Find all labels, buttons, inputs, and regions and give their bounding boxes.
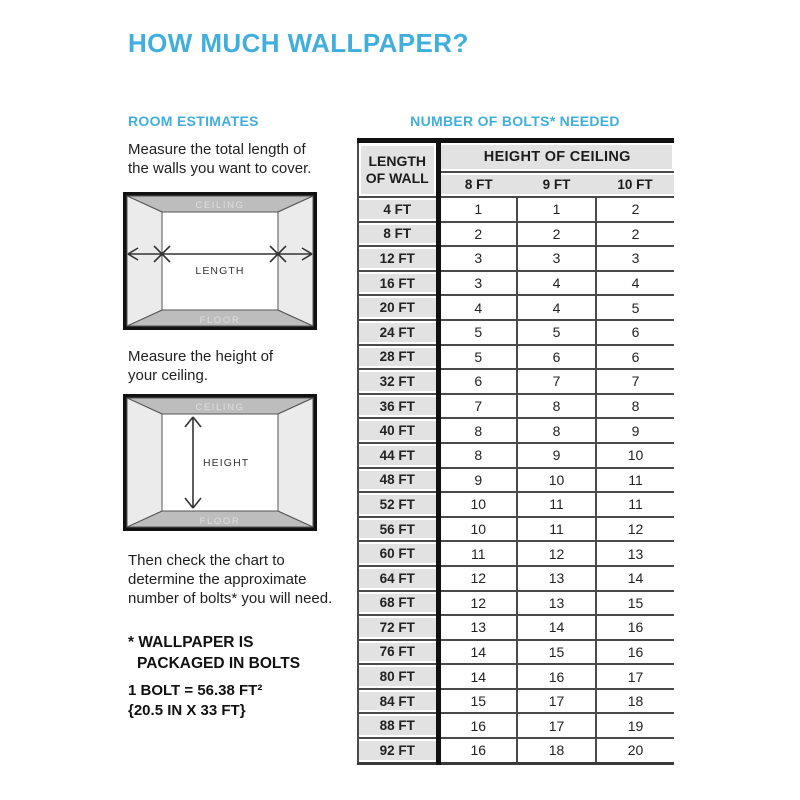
bolt-count-8ft-cell: 15: [438, 689, 517, 714]
table-row: [358, 394, 674, 419]
bolt-count-8ft-cell: 16: [438, 738, 517, 763]
bolts-needed-heading: NUMBER OF BOLTS* NEEDED: [410, 113, 620, 129]
col-header-8ft: 8 FT: [438, 172, 517, 197]
table-row: [358, 517, 674, 542]
bolt-count-8ft-cell: 11: [438, 541, 517, 566]
table-row: [358, 197, 674, 222]
bolt-spec-line1: 1 BOLT = 56.38 FT²: [128, 682, 263, 699]
right-wall-panel: [278, 398, 313, 527]
bolt-count-9ft-cell: 1: [517, 197, 596, 222]
wall-length-cell: 92 FT: [358, 738, 438, 763]
step3-instruction: [128, 551, 332, 608]
wall-length-cell: 44 FT: [358, 443, 438, 468]
wall-length-cell: 52 FT: [358, 492, 438, 517]
table-row: [358, 222, 674, 247]
bolt-count-10ft-cell: 2: [596, 222, 674, 247]
bolt-count-8ft-cell: 14: [438, 640, 517, 665]
bolt-count-8ft-cell: 10: [438, 492, 517, 517]
bolt-count-9ft-cell: 6: [517, 345, 596, 370]
bolt-count-8ft-cell: 6: [438, 369, 517, 394]
footnote-line2: PACKAGED IN BOLTS: [137, 655, 301, 672]
step1-instruction: [128, 140, 311, 178]
bolt-count-8ft-cell: 12: [438, 566, 517, 591]
bolts-table-body: [358, 197, 674, 763]
height-diagram: [123, 394, 317, 531]
step2-instruction: [128, 347, 273, 385]
bolt-count-9ft-cell: 14: [517, 615, 596, 640]
bolt-count-9ft-cell: 13: [517, 566, 596, 591]
table-row: [358, 418, 674, 443]
ceiling-label: CEILING: [195, 402, 245, 413]
left-wall-panel: [127, 398, 162, 527]
length-measure-label: LENGTH: [195, 265, 245, 277]
bolt-count-8ft-cell: 1: [438, 197, 517, 222]
bolt-count-9ft-cell: 4: [517, 271, 596, 296]
bolt-count-8ft-cell: 7: [438, 394, 517, 419]
bolt-count-8ft-cell: 3: [438, 271, 517, 296]
bolt-count-8ft-cell: 2: [438, 222, 517, 247]
table-row: [358, 566, 674, 591]
bolt-count-8ft-cell: 3: [438, 246, 517, 271]
wall-length-cell: 4 FT: [358, 197, 438, 222]
length-of-wall-line1: LENGTH: [368, 152, 427, 169]
wall-length-cell: 32 FT: [358, 369, 438, 394]
table-row: [358, 246, 674, 271]
floor-label: FLOOR: [199, 315, 241, 326]
wall-length-cell: 24 FT: [358, 320, 438, 345]
wall-length-cell: 64 FT: [358, 566, 438, 591]
bolt-count-8ft-cell: 8: [438, 418, 517, 443]
bolts-table: [357, 138, 674, 765]
bolt-count-9ft-cell: 16: [517, 664, 596, 689]
bolt-count-10ft-cell: 4: [596, 271, 674, 296]
step3-line3: number of bolts* you will need.: [128, 590, 333, 607]
bolt-count-10ft-cell: 7: [596, 369, 674, 394]
wall-length-cell: 76 FT: [358, 640, 438, 665]
step3-line2: determine the approximate: [128, 571, 307, 588]
wall-length-cell: 36 FT: [358, 394, 438, 419]
right-wall-panel: [278, 196, 313, 326]
bolt-size-spec: [128, 681, 262, 721]
wall-length-cell: 28 FT: [358, 345, 438, 370]
bolt-count-10ft-cell: 8: [596, 394, 674, 419]
bolt-count-8ft-cell: 10: [438, 517, 517, 542]
bolt-count-10ft-cell: 19: [596, 713, 674, 738]
page-title: HOW MUCH WALLPAPER?: [128, 28, 469, 58]
bolts-table-wrap: [357, 138, 674, 765]
table-row: [358, 468, 674, 493]
bolt-count-10ft-cell: 16: [596, 615, 674, 640]
bolt-count-9ft-cell: 7: [517, 369, 596, 394]
bolts-table-header: [358, 141, 674, 198]
table-row: [358, 295, 674, 320]
bolt-count-10ft-cell: 5: [596, 295, 674, 320]
ceiling-label: CEILING: [195, 200, 245, 211]
wall-length-cell: 80 FT: [358, 664, 438, 689]
wall-length-cell: 88 FT: [358, 713, 438, 738]
bolt-count-10ft-cell: 13: [596, 541, 674, 566]
height-of-ceiling-header: HEIGHT OF CEILING: [438, 141, 674, 173]
bolt-count-10ft-cell: 16: [596, 640, 674, 665]
bolt-count-10ft-cell: 11: [596, 468, 674, 493]
table-row: [358, 591, 674, 616]
bolt-count-8ft-cell: 12: [438, 591, 517, 616]
bolt-count-10ft-cell: 2: [596, 197, 674, 222]
table-row: [358, 320, 674, 345]
length-diagram: [123, 192, 317, 330]
table-row: [358, 492, 674, 517]
table-row: [358, 443, 674, 468]
bolt-count-10ft-cell: 6: [596, 345, 674, 370]
bolt-count-10ft-cell: 6: [596, 320, 674, 345]
wall-length-cell: 12 FT: [358, 246, 438, 271]
step1-line2: the walls you want to cover.: [128, 160, 312, 177]
bolt-count-8ft-cell: 5: [438, 320, 517, 345]
bolt-count-10ft-cell: 18: [596, 689, 674, 714]
bolt-spec-line2: {20.5 IN X 33 FT}: [128, 702, 246, 719]
bolt-count-10ft-cell: 9: [596, 418, 674, 443]
back-wall-panel: [162, 212, 278, 310]
bolt-count-10ft-cell: 14: [596, 566, 674, 591]
wallpaper-bolts-footnote: [128, 632, 300, 674]
wall-length-cell: 84 FT: [358, 689, 438, 714]
step3-line1: Then check the chart to: [128, 552, 285, 569]
bolt-count-9ft-cell: 4: [517, 295, 596, 320]
wall-length-cell: 56 FT: [358, 517, 438, 542]
bolt-count-9ft-cell: 8: [517, 394, 596, 419]
table-row: [358, 615, 674, 640]
table-row: [358, 369, 674, 394]
bolt-count-10ft-cell: 12: [596, 517, 674, 542]
step2-line2: your ceiling.: [128, 367, 209, 384]
bolt-count-9ft-cell: 9: [517, 443, 596, 468]
bolt-count-10ft-cell: 15: [596, 591, 674, 616]
bolt-count-9ft-cell: 15: [517, 640, 596, 665]
col-header-9ft: 9 FT: [517, 172, 596, 197]
bolt-count-9ft-cell: 5: [517, 320, 596, 345]
table-row: [358, 345, 674, 370]
table-row: [358, 738, 674, 763]
bolt-count-10ft-cell: 17: [596, 664, 674, 689]
table-row: [358, 271, 674, 296]
wall-length-cell: 72 FT: [358, 615, 438, 640]
table-row: [358, 713, 674, 738]
wall-length-cell: 48 FT: [358, 468, 438, 493]
bolt-count-9ft-cell: 10: [517, 468, 596, 493]
bolt-count-9ft-cell: 17: [517, 713, 596, 738]
step1-line1: Measure the total length of: [128, 141, 306, 158]
bolt-count-8ft-cell: 4: [438, 295, 517, 320]
table-row: [358, 541, 674, 566]
bolt-count-8ft-cell: 13: [438, 615, 517, 640]
bolt-count-8ft-cell: 14: [438, 664, 517, 689]
table-row: [358, 640, 674, 665]
bolt-count-9ft-cell: 12: [517, 541, 596, 566]
floor-label: FLOOR: [199, 516, 241, 527]
bolt-count-9ft-cell: 11: [517, 492, 596, 517]
bolt-count-9ft-cell: 13: [517, 591, 596, 616]
bolt-count-8ft-cell: 16: [438, 713, 517, 738]
wall-length-cell: 16 FT: [358, 271, 438, 296]
left-wall-panel: [127, 196, 162, 326]
bolt-count-10ft-cell: 11: [596, 492, 674, 517]
length-of-wall-line2: OF WALL: [365, 169, 429, 186]
bolt-count-10ft-cell: 3: [596, 246, 674, 271]
bolt-count-8ft-cell: 8: [438, 443, 517, 468]
step2-line1: Measure the height of: [128, 348, 274, 365]
bolt-count-9ft-cell: 2: [517, 222, 596, 247]
wall-length-cell: 20 FT: [358, 295, 438, 320]
bolt-count-9ft-cell: 17: [517, 689, 596, 714]
wall-length-cell: 40 FT: [358, 418, 438, 443]
wall-length-cell: 60 FT: [358, 541, 438, 566]
bolt-count-9ft-cell: 18: [517, 738, 596, 763]
bolt-count-10ft-cell: 20: [596, 738, 674, 763]
col-header-10ft: 10 FT: [596, 172, 674, 197]
table-row: [358, 689, 674, 714]
bolt-count-9ft-cell: 8: [517, 418, 596, 443]
bolt-count-10ft-cell: 10: [596, 443, 674, 468]
bolt-count-9ft-cell: 11: [517, 517, 596, 542]
room-estimates-heading: ROOM ESTIMATES: [128, 113, 259, 129]
table-row: [358, 664, 674, 689]
wall-length-cell: 8 FT: [358, 222, 438, 247]
bolt-count-9ft-cell: 3: [517, 246, 596, 271]
bolt-count-8ft-cell: 5: [438, 345, 517, 370]
height-measure-label: HEIGHT: [203, 457, 250, 469]
footnote-line1: * WALLPAPER IS: [128, 634, 254, 651]
wall-length-cell: 68 FT: [358, 591, 438, 616]
bolt-count-8ft-cell: 9: [438, 468, 517, 493]
length-of-wall-header: [358, 141, 438, 198]
